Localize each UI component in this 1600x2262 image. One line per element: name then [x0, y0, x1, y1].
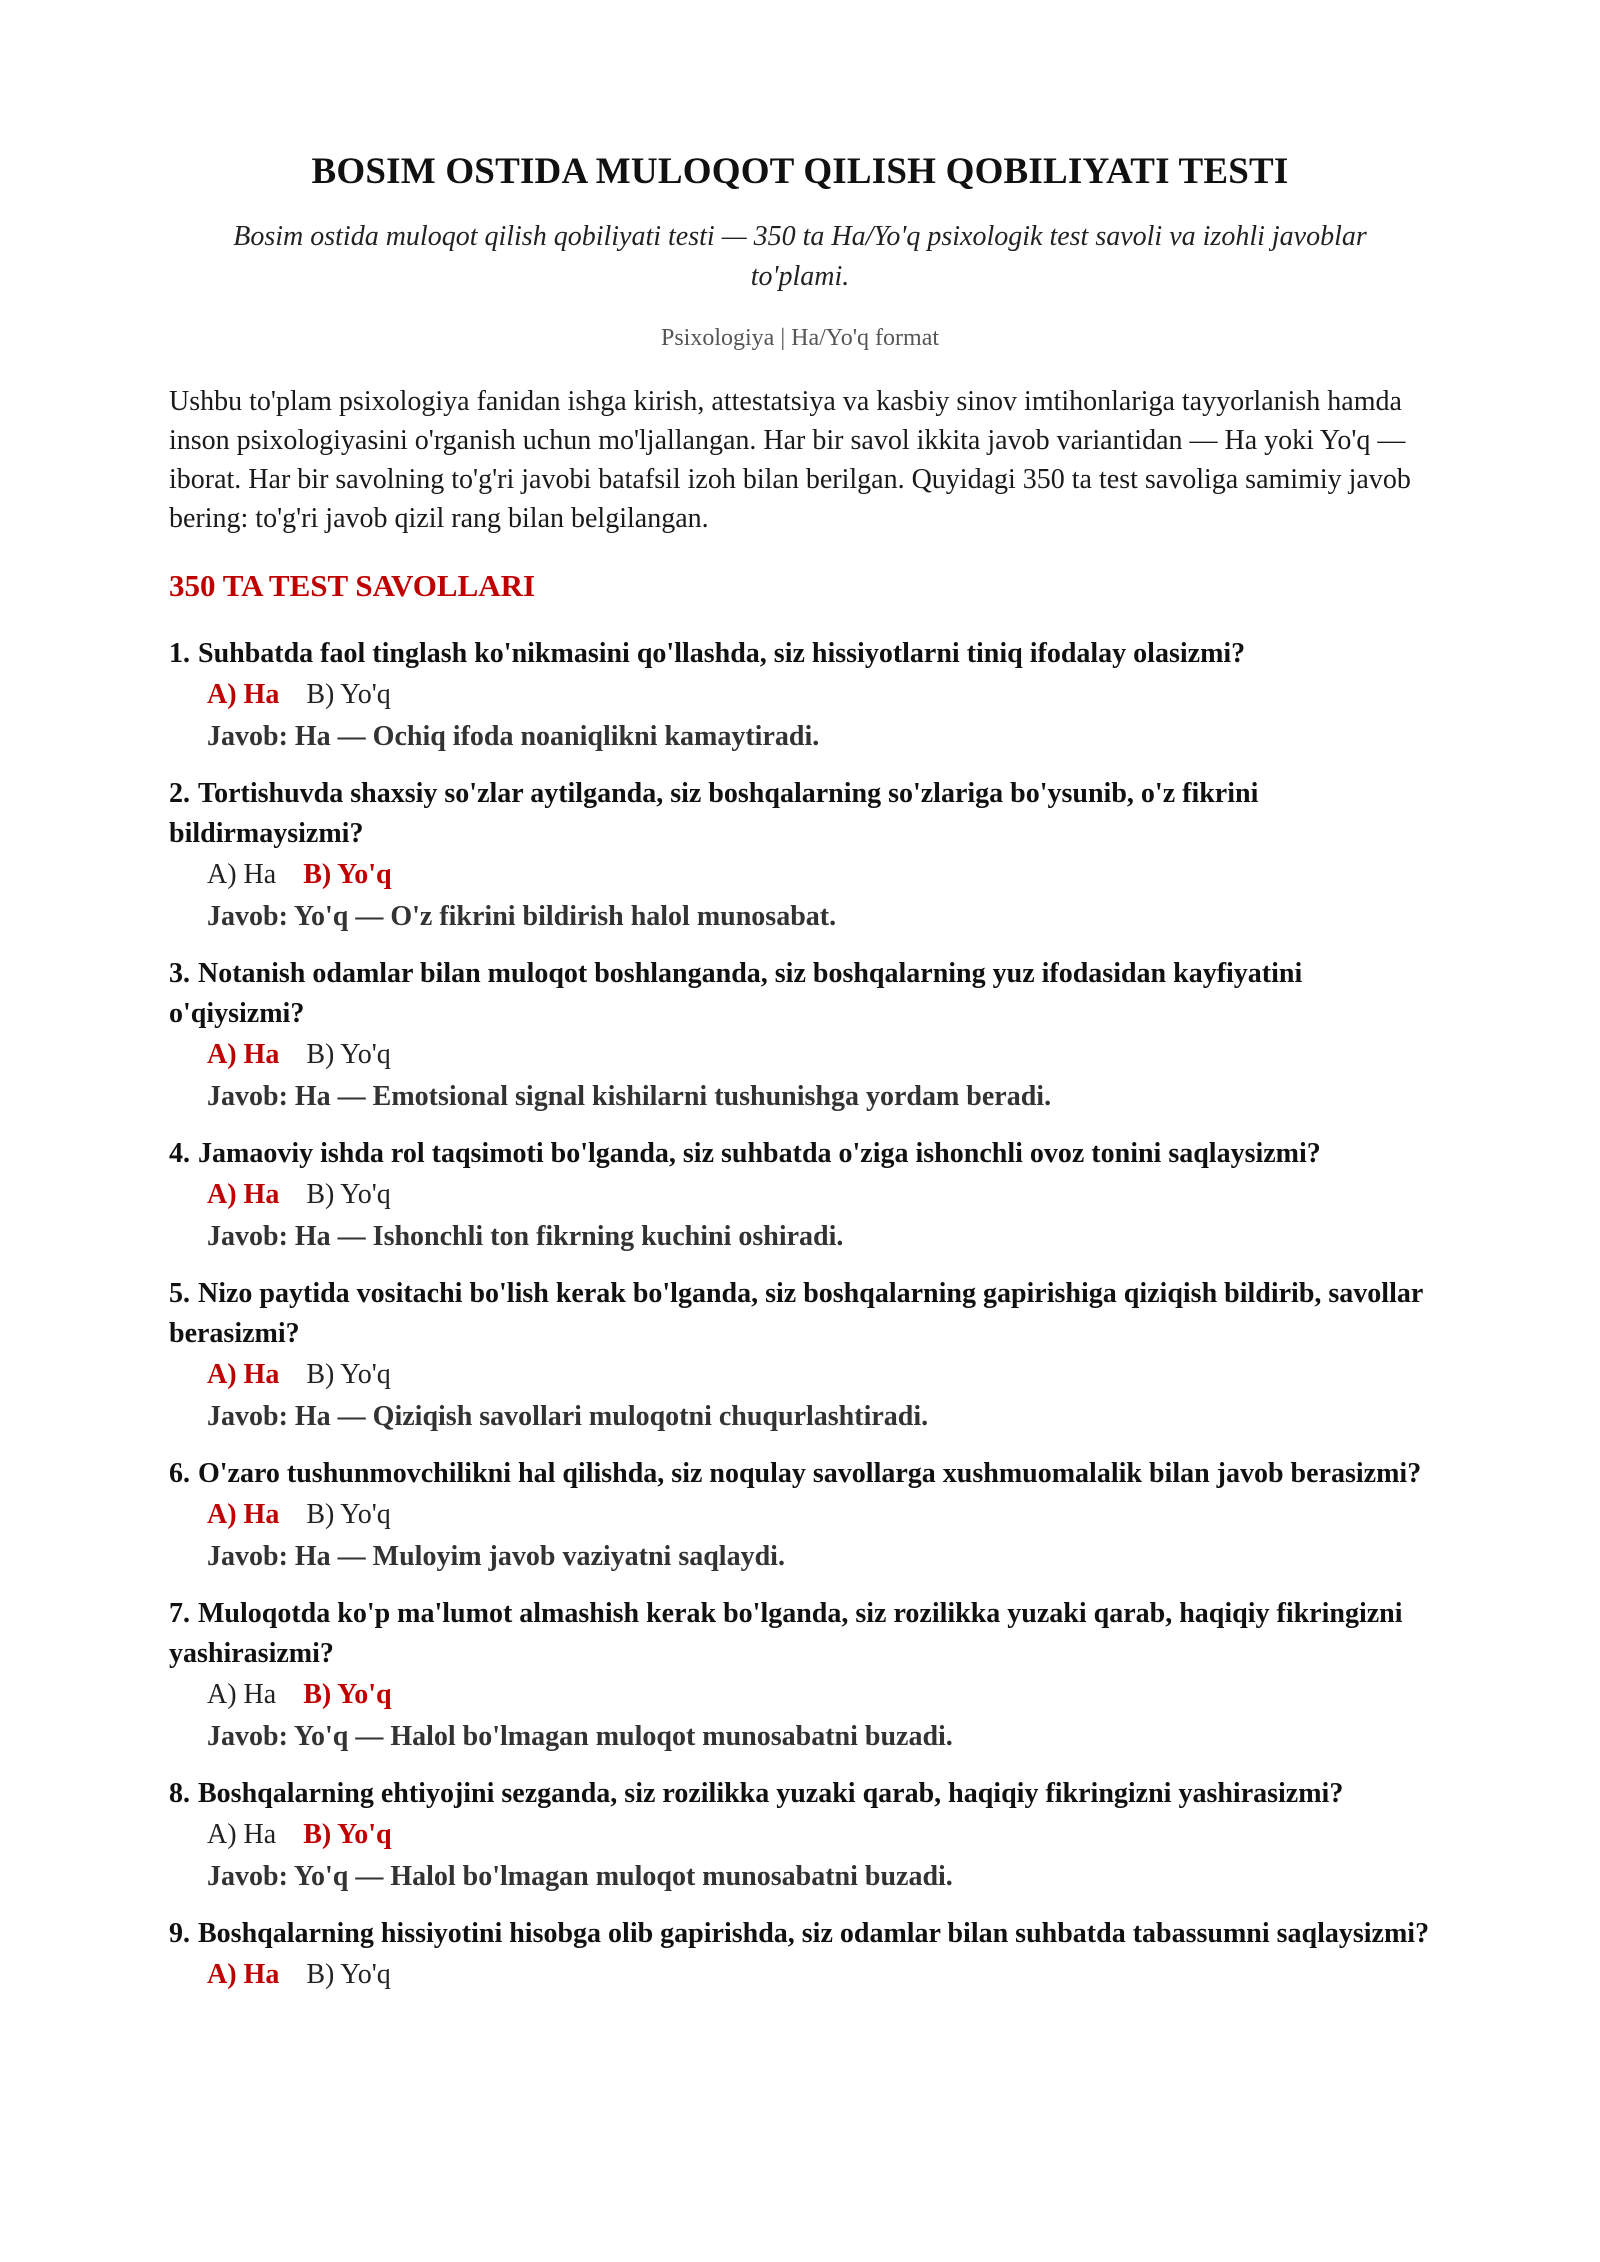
question-text: Tortishuvda shaxsiy so'zlar aytilganda, siz boshqalarning so'zlariga bo'ysunib, o'z fikrini bildirmaysizmi? [169, 778, 1259, 849]
answer-explanation: Javob: Ha — Emotsional signal kishilarni tushunishga yordam beradi. [207, 1081, 1052, 1112]
question-number: 1. [169, 638, 190, 669]
question-options [207, 1814, 1431, 1856]
option-a: A) Ha [207, 859, 277, 890]
question-options [207, 854, 1431, 896]
answer-explanation: Javob: Yo'q — Halol bo'lmagan muloqot munosabatni buzadi. [207, 1721, 953, 1752]
page-subtitle: Bosim ostida muloqot qilish qobiliyati testi — 350 ta Ha/Yo'q psixologik test savoli va izohli javoblar to'plami. [233, 221, 1367, 292]
question-number: 2. [169, 778, 190, 809]
option-b: B) Yo'q [306, 1959, 391, 1990]
question-item [169, 1914, 1431, 1996]
option-b: B) Yo'q [303, 1679, 392, 1710]
question-text: O'zaro tushunmovchilikni hal qilishda, siz noqulay savollarga xushmuomalalik bilan javob berasizmi? [198, 1458, 1422, 1489]
option-a: A) Ha [207, 1499, 280, 1530]
question-item [169, 1274, 1431, 1438]
option-a: A) Ha [207, 1679, 277, 1710]
question-item [169, 1454, 1431, 1578]
question-options [207, 1674, 1431, 1716]
question-text: Boshqalarning ehtiyojini sezganda, siz rozilikka yuzaki qarab, haqiqiy fikringizni yashirasizmi? [198, 1778, 1344, 1809]
option-a: A) Ha [207, 1039, 280, 1070]
option-b: B) Yo'q [306, 1359, 391, 1390]
answer-explanation: Javob: Ha — Ishonchli ton fikrning kuchini oshiradi. [207, 1221, 844, 1252]
page-meta: Psixologiya | Ha/Yo'q format [660, 325, 940, 351]
question-number: 8. [169, 1778, 190, 1809]
question-item [169, 954, 1431, 1118]
option-a: A) Ha [207, 1179, 280, 1210]
question-item [169, 1594, 1431, 1758]
question-options [207, 1494, 1431, 1536]
answer-explanation: Javob: Yo'q — O'z fikrini bildirish halol munosabat. [207, 901, 837, 932]
answer-explanation: Javob: Yo'q — Halol bo'lmagan muloqot munosabatni buzadi. [207, 1861, 953, 1892]
question-options [207, 1174, 1431, 1216]
question-text-line [169, 1274, 1431, 1354]
option-a: A) Ha [207, 679, 280, 710]
option-b: B) Yo'q [306, 1499, 391, 1530]
option-b: B) Yo'q [303, 859, 392, 890]
question-options [207, 1954, 1431, 1996]
question-text-line [169, 634, 1431, 674]
question-text: Jamaoviy ishda rol taqsimoti bo'lganda, siz suhbatda o'ziga ishonchli ovoz tonini saqlaysizmi? [198, 1138, 1321, 1169]
question-text-line [169, 1914, 1431, 1954]
option-a: A) Ha [207, 1819, 277, 1850]
option-b: B) Yo'q [306, 679, 391, 710]
question-text-line [169, 1134, 1431, 1174]
question-text: Suhbatda faol tinglash ko'nikmasini qo'llashda, siz hissiyotlarni tiniq ifodalay olasizmi? [198, 638, 1246, 669]
question-text: Muloqotda ko'p ma'lumot almashish kerak bo'lganda, siz rozilikka yuzaki qarab, haqiqiy fikringizni yashirasizmi? [169, 1598, 1403, 1669]
question-item [169, 774, 1431, 938]
question-options [207, 674, 1431, 716]
intro-paragraph: Ushbu to'plam psixologiya fanidan ishga kirish, attestatsiya va kasbiy sinov imtihonlariga tayyorlanish hamda inson psixologiyasini o'rganish uchun mo'ljallangan. Har bir savol ikkita javob variantidan — Ha yoki Yo'q — iborat. Har bir savolning to'g'ri javobi batafsil izoh bilan berilgan. Quyidagi 350 ta test savoliga samimiy javob bering: to'g'ri javob qizil rang bilan belgilangan. [169, 386, 1411, 534]
question-text-line [169, 1454, 1431, 1494]
question-number: 4. [169, 1138, 190, 1169]
question-item [169, 1774, 1431, 1898]
section-title: 350 TA TEST SAVOLLARI [169, 568, 536, 603]
question-number: 3. [169, 958, 190, 989]
question-text-line [169, 1774, 1431, 1814]
question-item [169, 634, 1431, 758]
document-page [169, 150, 1431, 2012]
question-options [207, 1034, 1431, 1076]
question-text-line [169, 1594, 1431, 1674]
question-item [169, 1134, 1431, 1258]
question-text: Notanish odamlar bilan muloqot boshlanganda, siz boshqalarning yuz ifodasidan kayfiyatini o'qiysizmi? [169, 958, 1303, 1029]
question-text: Boshqalarning hissiyotini hisobga olib gapirishda, siz odamlar bilan suhbatda tabassumni saqlaysizmi? [198, 1918, 1430, 1949]
option-b: B) Yo'q [306, 1039, 391, 1070]
option-b: B) Yo'q [303, 1819, 392, 1850]
question-text: Nizo paytida vositachi bo'lish kerak bo'lganda, siz boshqalarning gapirishiga qiziqish bildirib, savollar berasizmi? [169, 1278, 1423, 1349]
option-a: A) Ha [207, 1359, 280, 1390]
answer-explanation: Javob: Ha — Muloyim javob vaziyatni saqlaydi. [207, 1541, 785, 1572]
answer-explanation: Javob: Ha — Ochiq ifoda noaniqlikni kamaytiradi. [207, 721, 820, 752]
question-options [207, 1354, 1431, 1396]
question-text-line [169, 774, 1431, 854]
question-number: 6. [169, 1458, 190, 1489]
question-text-line [169, 954, 1431, 1034]
question-number: 7. [169, 1598, 190, 1629]
option-a: A) Ha [207, 1959, 280, 1990]
page-title: BOSIM OSTIDA MULOQOT QILISH QOBILIYATI TESTI [311, 151, 1289, 192]
question-list [169, 634, 1431, 1996]
answer-explanation: Javob: Ha — Qiziqish savollari muloqotni chuqurlashtiradi. [207, 1401, 929, 1432]
option-b: B) Yo'q [306, 1179, 391, 1210]
question-number: 5. [169, 1278, 190, 1309]
question-number: 9. [169, 1918, 190, 1949]
